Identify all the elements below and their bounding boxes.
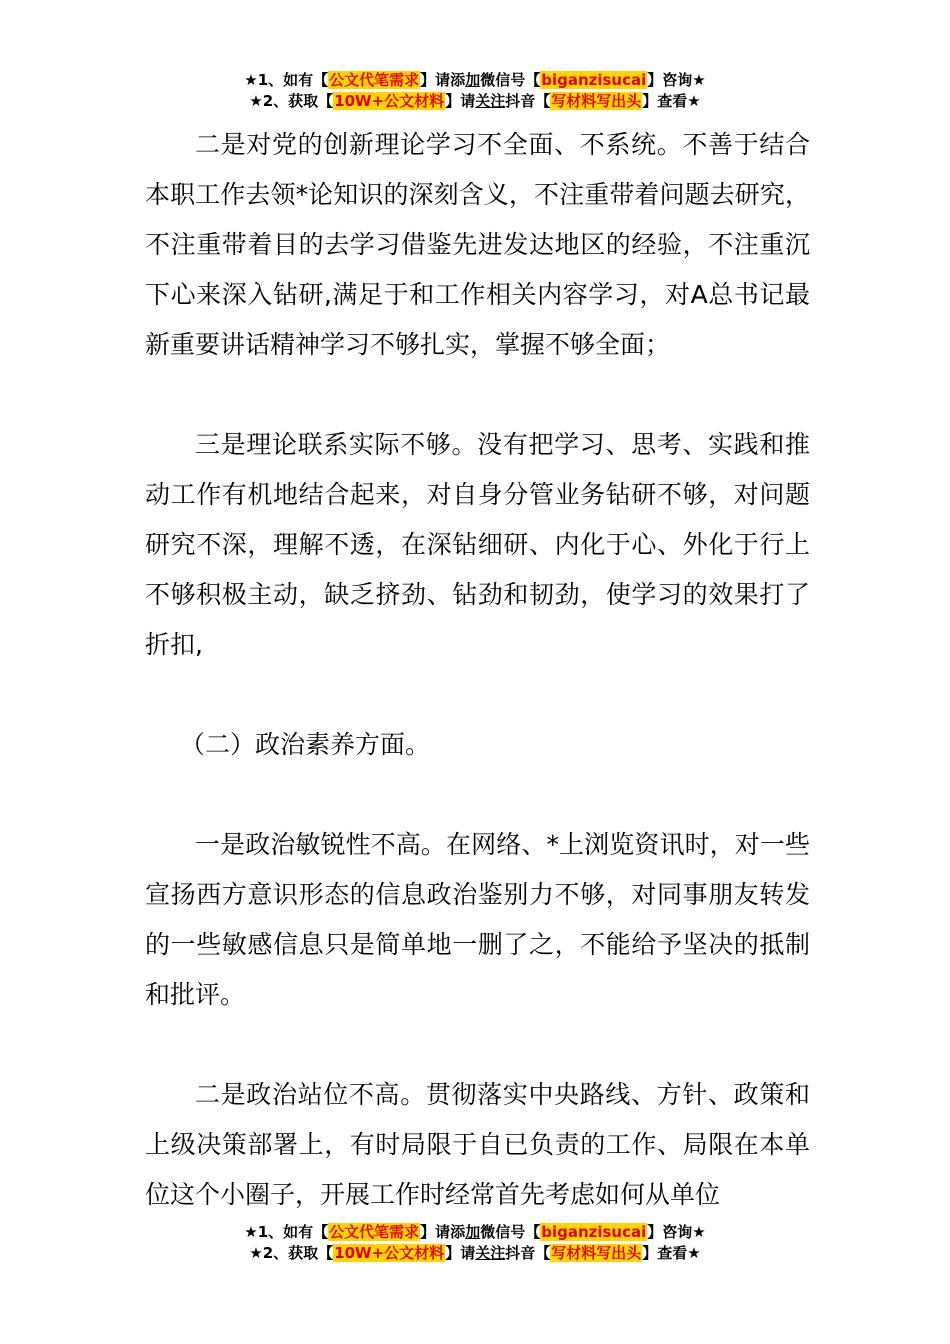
promo-highlight: 公文代笔需求 (329, 71, 420, 89)
promo-line-1 (0, 1222, 950, 1243)
paragraph: 一是政治敏锐性不高。在网络、*上浏览资讯时，对一些宣扬西方意识形态的信息政治鉴别力不够，对同事朋友转发的一些敏感信息只是简单地一删了之，不能给予坚决的抵制和批评。 (145, 830, 810, 1009)
promo-highlight: 10W+公文材料 (334, 92, 445, 110)
section-heading: （二）政治素养方面。 (180, 730, 431, 759)
promo-highlight: biganzisucai (541, 71, 647, 89)
promo-text: 】请 (445, 1244, 476, 1262)
promo-text: 】查看★ (642, 1244, 701, 1262)
promo-line-2 (0, 91, 950, 112)
promo-text: 】请添 (420, 71, 466, 89)
promo-underline: 关注 (475, 1244, 506, 1262)
promo-text: ★1、如有【 (244, 1223, 329, 1241)
promo-text: 】咨询★ (647, 1223, 706, 1241)
promo-underline: 关注 (475, 92, 506, 110)
paragraph: 三是理论联系实际不够。没有把学习、思考、实践和推动工作有机地结合起来，对自身分管业务钻研不够，对问题研究不深，理解不透，在深钻细研、内化于心、外化于行上不够积极主动，缺乏挤劲、钻劲和韧劲，使学习的效果打了折扣, (145, 430, 810, 659)
promo-text: 】咨询★ (647, 71, 706, 89)
promo-text: 抖音【 (505, 1244, 551, 1262)
promo-text: ★1、如有【 (244, 71, 329, 89)
promo-text: 】请添 (420, 1223, 466, 1241)
promo-text: 】请 (445, 92, 476, 110)
promo-underline: 加 (465, 1223, 481, 1241)
promo-highlight: 公文代笔需求 (329, 1223, 420, 1241)
paragraph: 二是对党的创新理论学习不全面、不系统。不善于结合本职工作去领*论知识的深刻含义，不注重带着问题去研究，不注重带着目的去学习借鉴先进发达地区的经验，不注重沉下心来深入钻研,满足于和工作相关内容学习，对A总书记最新重要讲话精神学习不够扎实，掌握不够全面； (145, 130, 810, 359)
promo-text: 】查看★ (642, 92, 701, 110)
promo-line-2 (0, 1243, 950, 1264)
promo-highlight: 写材料写出头 (551, 1244, 642, 1262)
promo-banner-bottom (0, 1222, 950, 1264)
promo-highlight: 10W+公文材料 (334, 1244, 445, 1262)
promo-text: 微信号【 (480, 71, 541, 89)
paragraph: 二是政治站位不高。贯彻落实中央路线、方针、政策和上级决策部署上，有时局限于自已负责的工作、局限在本单位这个小圈子，开展工作时经常首先考虑如何从单位 (145, 1080, 810, 1209)
promo-text: ★2、获取【 (249, 92, 334, 110)
promo-banner-top (0, 70, 950, 112)
promo-text: 微信号【 (480, 1223, 541, 1241)
promo-underline: 加 (465, 71, 481, 89)
promo-highlight: 写材料写出头 (551, 92, 642, 110)
promo-highlight: biganzisucai (541, 1223, 647, 1241)
promo-line-1 (0, 70, 950, 91)
document-body (145, 120, 810, 1220)
promo-text: ★2、获取【 (249, 1244, 334, 1262)
promo-text: 抖音【 (505, 92, 551, 110)
